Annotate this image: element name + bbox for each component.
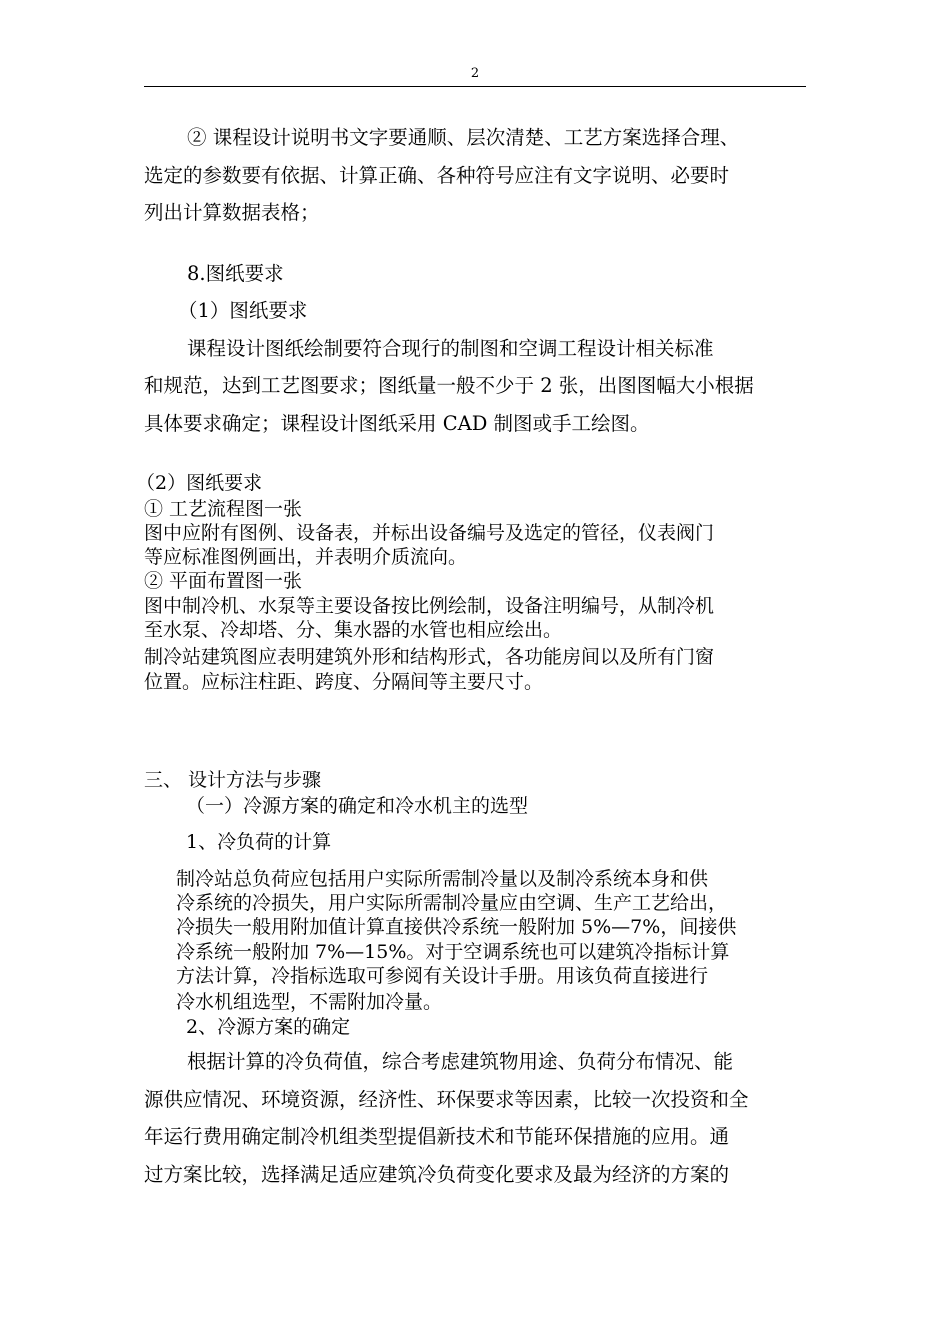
paragraph-line: 年运行费用确定制冷机组类型提倡新技术和节能环保措施的应用。通 [144, 1125, 730, 1148]
paragraph-line: 具体要求确定；课程设计图纸采用 CAD 制图或手工绘图。 [144, 412, 650, 435]
paragraph-line: 过方案比较，选择满足适应建筑冷负荷变化要求及最为经济的方案的 [144, 1163, 730, 1186]
paragraph-line: 至水泵、冷却塔、分、集水器的水管也相应绘出。 [144, 619, 563, 641]
list-item: ① 工艺流程图一张 [144, 498, 303, 520]
paragraph-line: ② 课程设计说明书文字要通顺、层次清楚、工艺方案选择合理、 [187, 126, 740, 149]
item-title: 1、冷负荷的计算 [186, 831, 332, 853]
paragraph-line: 制冷站建筑图应表明建筑外形和结构形式，各功能房间以及所有门窗 [144, 646, 715, 668]
paragraph-line: 图中应附有图例、设备表，并标出设备编号及选定的管径，仪表阀门 [144, 522, 715, 544]
paragraph-line: 根据计算的冷负荷值，综合考虑建筑物用途、负荷分布情况、能 [187, 1050, 734, 1073]
header-rule [144, 86, 806, 87]
paragraph-line: 方法计算，冷指标选取可参阅有关设计手册。用该负荷直接进行 [176, 965, 709, 987]
paragraph-line: 选定的参数要有依据、计算正确、各种符号应注有文字说明、必要时 [144, 164, 730, 187]
paragraph-line: 图中制冷机、水泵等主要设备按比例绘制，设备注明编号，从制冷机 [144, 595, 715, 617]
paragraph-line: 冷水机组选型，不需附加冷量。 [176, 991, 443, 1013]
section-heading: 8.图纸要求 [187, 262, 284, 285]
item-title: 2、冷源方案的确定 [186, 1016, 351, 1038]
subsection-title: （一）冷源方案的确定和冷水机主的选型 [186, 795, 529, 817]
list-item: ② 平面布置图一张 [144, 570, 303, 592]
subsection-title: （1）图纸要求 [178, 299, 308, 322]
paragraph-line: 冷系统一般附加 7%—15%。对于空调系统也可以建筑冷指标计算 [176, 941, 730, 963]
paragraph-line: 位置。应标注柱距、跨度、分隔间等主要尺寸。 [144, 671, 544, 693]
paragraph-line: 源供应情况、环境资源，经济性、环保要求等因素，比较一次投资和全 [144, 1088, 749, 1111]
paragraph-line: 和规范，达到工艺图要求；图纸量一般不少于 2 张，出图图幅大小根据 [144, 374, 754, 397]
paragraph-line: 冷系统的冷损失，用户实际所需制冷量应由空调、生产工艺给出， [176, 892, 728, 914]
page-number: 2 [470, 66, 480, 81]
paragraph-line: 列出计算数据表格； [144, 201, 320, 224]
paragraph-line: 课程设计图纸绘制要符合现行的制图和空调工程设计相关标准 [187, 337, 714, 360]
paragraph-line: 制冷站总负荷应包括用户实际所需制冷量以及制冷系统本身和供 [176, 868, 709, 890]
paragraph-line: 等应标准图例画出，并表明介质流向。 [144, 546, 468, 568]
paragraph-line: 冷损失一般用附加值计算直接供冷系统一般附加 5%—7%，间接供 [176, 916, 737, 938]
section-heading: 三、 设计方法与步骤 [144, 769, 322, 791]
subsection-title: （2）图纸要求 [136, 472, 263, 494]
